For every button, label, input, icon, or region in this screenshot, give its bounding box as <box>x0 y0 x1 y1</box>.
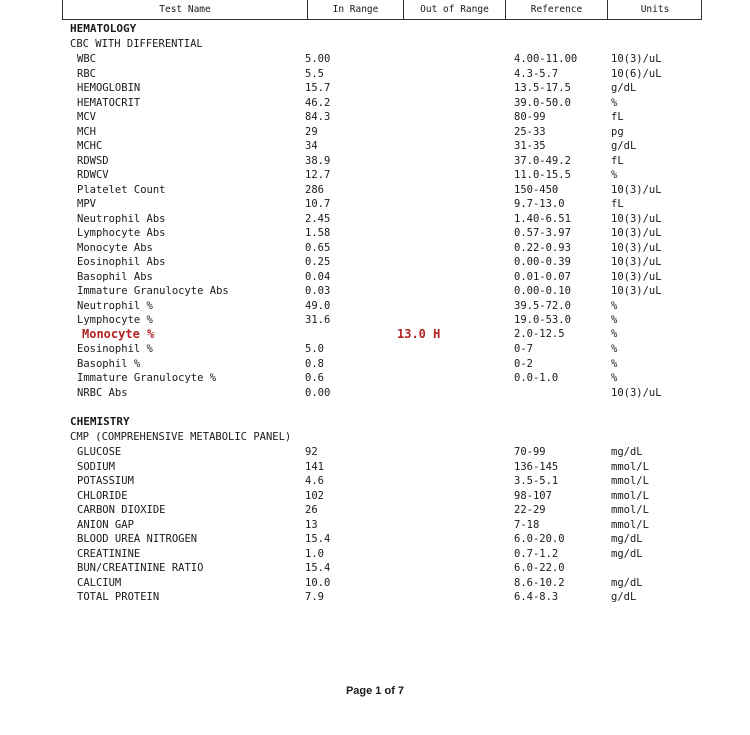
in-range-value: 5.0 <box>305 343 324 355</box>
reference-range: 31-35 <box>514 140 546 152</box>
reference-range: 11.0-15.5 <box>514 169 571 181</box>
in-range-value: 46.2 <box>305 96 331 109</box>
in-range-value: 26 <box>305 504 318 516</box>
unit: 10(3)/uL <box>611 183 662 196</box>
test-name: Lymphocyte % <box>77 314 153 326</box>
unit: pg <box>611 125 624 138</box>
unit: 10(3)/uL <box>611 53 662 65</box>
in-range-value: 13 <box>305 518 318 531</box>
reference-range: 39.0-50.0 <box>514 96 571 109</box>
in-range-value: 31.6 <box>305 314 331 326</box>
in-range-value: 34 <box>305 140 318 152</box>
in-range-value: 12.7 <box>305 169 331 181</box>
unit: g/dL <box>611 140 637 152</box>
unit: fL <box>611 198 624 210</box>
reference-range: 9.7-13.0 <box>514 198 565 210</box>
in-range-value: 4.6 <box>305 475 324 487</box>
in-range-value: 1.58 <box>305 227 331 239</box>
reference-range: 39.5-72.0 <box>514 299 571 312</box>
reference-range: 0.00-0.39 <box>514 256 571 268</box>
in-range-value: 29 <box>305 125 318 138</box>
reference-range: 0.01-0.07 <box>514 270 571 283</box>
unit: % <box>611 299 618 312</box>
reference-range: 98-107 <box>514 489 552 502</box>
reference-range: 0.57-3.97 <box>514 227 571 239</box>
unit: mg/dL <box>611 533 643 545</box>
test-name: Monocyte Abs <box>77 241 153 254</box>
test-name: NRBC Abs <box>77 386 128 399</box>
unit: mmol/L <box>611 518 649 531</box>
test-name: CREATININE <box>77 547 141 560</box>
test-name: HEMOGLOBIN <box>77 82 141 94</box>
unit: g/dL <box>611 82 637 94</box>
test-name: GLUCOSE <box>77 446 122 458</box>
in-range-value: 84.3 <box>305 111 331 123</box>
unit: % <box>611 343 618 355</box>
test-name: CHLORIDE <box>77 489 128 502</box>
reference-range: 6.0-22.0 <box>514 562 565 574</box>
test-name: SODIUM <box>77 460 115 473</box>
test-name: Lymphocyte Abs <box>77 227 166 239</box>
in-range-value: 286 <box>305 183 324 196</box>
test-name: Immature Granulocyte % <box>77 372 217 384</box>
in-range-value: 0.65 <box>305 241 331 254</box>
test-name: Monocyte % <box>82 326 155 341</box>
in-range-value: 0.00 <box>305 386 331 399</box>
reference-range: 1.40-6.51 <box>514 212 571 225</box>
in-range-value: 0.03 <box>305 285 331 297</box>
unit: % <box>611 372 618 384</box>
in-range-value: 2.45 <box>305 212 331 225</box>
in-range-value: 102 <box>305 489 324 502</box>
in-range-value: 0.6 <box>305 372 324 384</box>
reference-range: 4.3-5.7 <box>514 67 559 80</box>
unit: fL <box>611 111 624 123</box>
reference-range: 136-145 <box>514 460 559 473</box>
test-name: RDWCV <box>77 169 109 181</box>
in-range-value: 15.7 <box>305 82 331 94</box>
test-name: TOTAL PROTEIN <box>77 591 160 603</box>
in-range-value: 10.0 <box>305 576 331 589</box>
in-range-value: 92 <box>305 446 318 458</box>
out-of-range-value: 13.0 H <box>397 326 441 341</box>
in-range-value: 5.5 <box>305 67 324 80</box>
in-range-value: 0.04 <box>305 270 331 283</box>
column-header <box>62 0 702 20</box>
unit: 10(3)/uL <box>611 227 662 239</box>
in-range-value: 15.4 <box>305 562 331 574</box>
unit: mg/dL <box>611 576 643 589</box>
unit: % <box>611 327 618 340</box>
in-range-value: 0.8 <box>305 357 324 370</box>
unit: 10(3)/uL <box>611 241 662 254</box>
section-hematology-title: HEMATOLOGY <box>70 22 137 35</box>
test-name: ANION GAP <box>77 518 134 531</box>
test-name: MPV <box>77 198 96 210</box>
test-name: Neutrophil Abs <box>77 212 166 225</box>
in-range-value: 0.25 <box>305 256 331 268</box>
test-name: CALCIUM <box>77 576 122 589</box>
unit: fL <box>611 154 624 167</box>
test-name: RBC <box>77 67 96 80</box>
group-cbc-title: CBC WITH DIFFERENTIAL <box>70 38 203 50</box>
reference-range: 19.0-53.0 <box>514 314 571 326</box>
test-name: WBC <box>77 53 96 65</box>
test-name: HEMATOCRIT <box>77 96 141 109</box>
reference-range: 6.0-20.0 <box>514 533 565 545</box>
section-chemistry-title: CHEMISTRY <box>70 415 130 428</box>
header-reference: Reference <box>505 0 607 19</box>
unit: mmol/L <box>611 504 649 516</box>
test-name: Eosinophil % <box>77 343 153 355</box>
reference-range: 0.22-0.93 <box>514 241 571 254</box>
unit: 10(3)/uL <box>611 386 662 399</box>
reference-range: 37.0-49.2 <box>514 154 571 167</box>
test-name: BLOOD UREA NITROGEN <box>77 533 198 545</box>
in-range-value: 10.7 <box>305 198 331 210</box>
unit: 10(3)/uL <box>611 212 662 225</box>
reference-range: 6.4-8.3 <box>514 591 559 603</box>
unit: mg/dL <box>611 547 643 560</box>
test-name: MCV <box>77 111 96 123</box>
test-name: Platelet Count <box>77 183 166 196</box>
header-units: Units <box>607 0 702 19</box>
reference-range: 150-450 <box>514 183 559 196</box>
in-range-value: 141 <box>305 460 324 473</box>
unit: mg/dL <box>611 446 643 458</box>
unit: 10(3)/uL <box>611 270 662 283</box>
test-name: Neutrophil % <box>77 299 153 312</box>
page-number: Page 1 of 7 <box>345 685 405 697</box>
test-name: Basophil Abs <box>77 270 153 283</box>
reference-range: 80-99 <box>514 111 546 123</box>
unit: mmol/L <box>611 460 649 473</box>
test-name: BUN/CREATININE RATIO <box>77 562 204 574</box>
unit: mmol/L <box>611 489 649 502</box>
header-test-name: Test Name <box>159 4 211 15</box>
test-name: RDWSD <box>77 154 109 167</box>
unit: % <box>611 96 618 109</box>
test-name: MCH <box>77 125 96 138</box>
reference-range: 4.00-11.00 <box>514 53 578 65</box>
unit: 10(3)/uL <box>611 256 662 268</box>
test-name: POTASSIUM <box>77 475 134 487</box>
reference-range: 0.0-1.0 <box>514 372 559 384</box>
reference-range: 0-7 <box>514 343 533 355</box>
in-range-value: 38.9 <box>305 154 331 167</box>
in-range-value: 1.0 <box>305 547 324 560</box>
test-name: MCHC <box>77 140 103 152</box>
unit: % <box>611 169 618 181</box>
test-name: Basophil % <box>77 357 141 370</box>
unit: g/dL <box>611 591 637 603</box>
test-name: Immature Granulocyte Abs <box>77 285 229 297</box>
reference-range: 0.00-0.10 <box>514 285 571 297</box>
test-name: Eosinophil Abs <box>77 256 166 268</box>
reference-range: 70-99 <box>514 446 546 458</box>
reference-range: 22-29 <box>514 504 546 516</box>
reference-range: 25-33 <box>514 125 546 138</box>
in-range-value: 49.0 <box>305 299 331 312</box>
reference-range: 8.6-10.2 <box>514 576 565 589</box>
header-out-of-range: Out of Range <box>403 0 505 19</box>
reference-range: 0-2 <box>514 357 533 370</box>
unit: mmol/L <box>611 475 649 487</box>
unit: 10(6)/uL <box>611 67 662 80</box>
unit: % <box>611 314 618 326</box>
reference-range: 2.0-12.5 <box>514 327 565 340</box>
unit: % <box>611 357 618 370</box>
in-range-value: 7.9 <box>305 591 324 603</box>
in-range-value: 5.00 <box>305 53 331 65</box>
header-in-range: In Range <box>307 0 403 19</box>
group-cmp-title: CMP (COMPREHENSIVE METABOLIC PANEL) <box>70 431 292 443</box>
in-range-value: 15.4 <box>305 533 331 545</box>
unit: 10(3)/uL <box>611 285 662 297</box>
reference-range: 13.5-17.5 <box>514 82 571 94</box>
reference-range: 0.7-1.2 <box>514 547 559 560</box>
reference-range: 3.5-5.1 <box>514 475 559 487</box>
reference-range: 7-18 <box>514 518 540 531</box>
test-name: CARBON DIOXIDE <box>77 504 166 516</box>
